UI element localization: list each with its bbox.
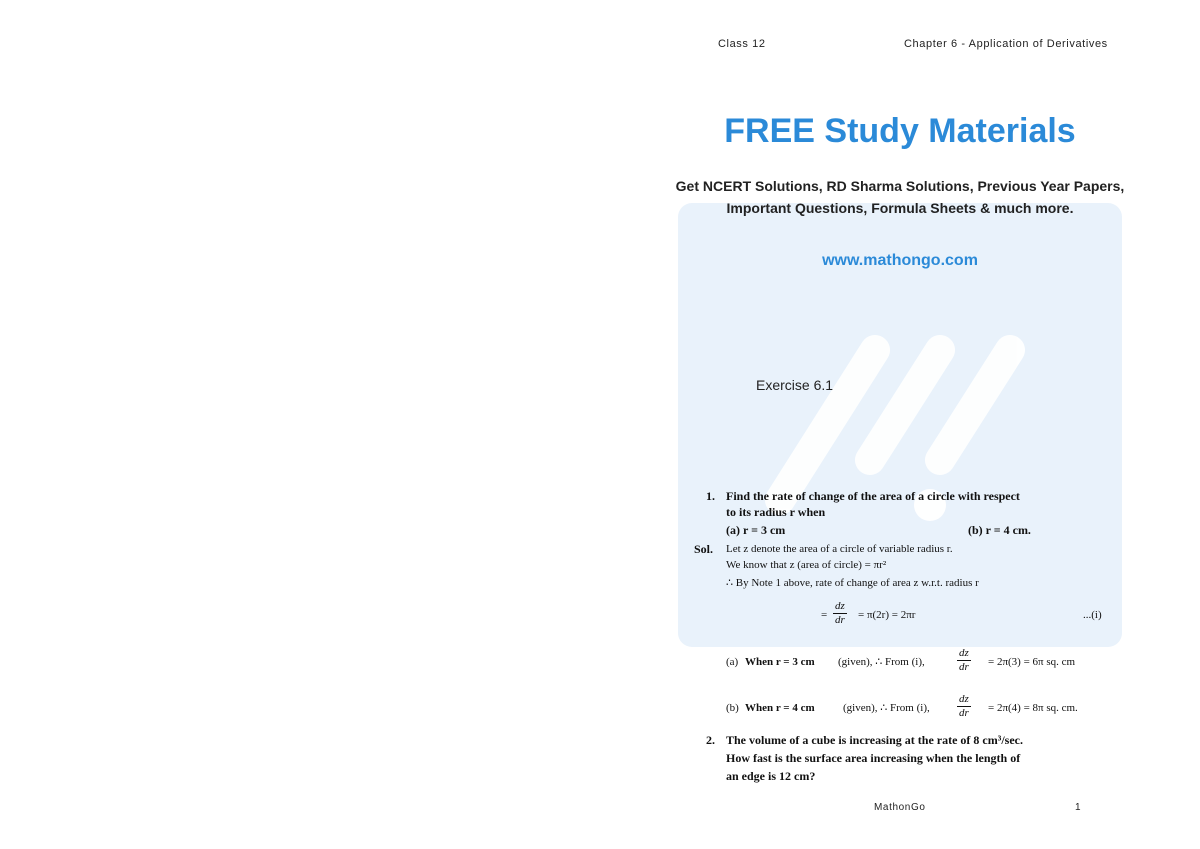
part-b-when: When r = 4 cm [745, 702, 815, 714]
q1-line1: Find the rate of change of the area of a circle with respect [726, 489, 1020, 503]
part-b-result: = 2π(4) = 8π sq. cm. [988, 702, 1078, 714]
part-b-given: (given), ∴ From (i), [843, 702, 930, 714]
part-a-frac-den: dr [959, 661, 969, 673]
q2-line2: How fast is the surface area increasing when the length of [726, 751, 1021, 765]
q1-line2: to its radius r when [726, 505, 826, 519]
q1-part-a: (a) r = 3 cm [726, 523, 786, 537]
sol-line2: We know that z (area of circle) = πr² [726, 559, 887, 571]
exercise-title: Exercise 6.1 [756, 377, 834, 393]
sol-frac-den: dr [835, 614, 845, 626]
sol-line3: ∴ By Note 1 above, rate of change of area z w.r.t. radius r [726, 577, 979, 589]
sol-eq-tag: ...(i) [1083, 609, 1102, 621]
part-b-label: (b) [726, 702, 739, 714]
sol-eq-rest: = π(2r) = 2πr [858, 609, 916, 621]
promo-subtitle [670, 175, 1130, 219]
q2-line1: The volume of a cube is increasing at the rate of 8 cm³/sec. [726, 733, 1023, 747]
part-a-frac-num: dz [959, 647, 969, 659]
part-b-fraction [957, 693, 971, 720]
sol-eq-prefix: = [821, 609, 828, 621]
sol-line1: Let z denote the area of a circle of variable radius r. [726, 543, 953, 555]
promo-title: FREE Study Materials [724, 112, 1076, 150]
part-b-frac-den: dr [959, 707, 969, 719]
q2-line3: an edge is 12 cm? [726, 769, 816, 783]
q1-part-b: (b) r = 4 cm. [968, 523, 1031, 537]
promo-subtitle-line2: Important Questions, Formula Sheets & much more. [726, 200, 1074, 216]
part-b-frac-num: dz [959, 693, 969, 705]
part-a-given: (given), ∴ From (i), [838, 656, 925, 668]
footer-page-number: 1 [1075, 802, 1082, 813]
sol-label: Sol. [694, 542, 714, 556]
sol-frac-num: dz [835, 600, 845, 612]
part-a-label: (a) [726, 656, 739, 668]
part-a-when: When r = 3 cm [745, 656, 815, 668]
q1-number: 1. [706, 489, 715, 503]
header-chapter: Chapter 6 - Application of Derivatives [904, 38, 1108, 50]
part-a-fraction [957, 647, 971, 674]
promo-url-link[interactable]: www.mathongo.com [822, 252, 978, 269]
part-a-result: = 2π(3) = 6π sq. cm [988, 656, 1076, 668]
sol-fraction [833, 600, 847, 627]
q2-number: 2. [706, 733, 715, 747]
promo-subtitle-line1: Get NCERT Solutions, RD Sharma Solutions, Previous Year Papers, [675, 178, 1125, 194]
footer-brand: MathonGo [874, 802, 926, 813]
header-class: Class 12 [718, 38, 766, 50]
